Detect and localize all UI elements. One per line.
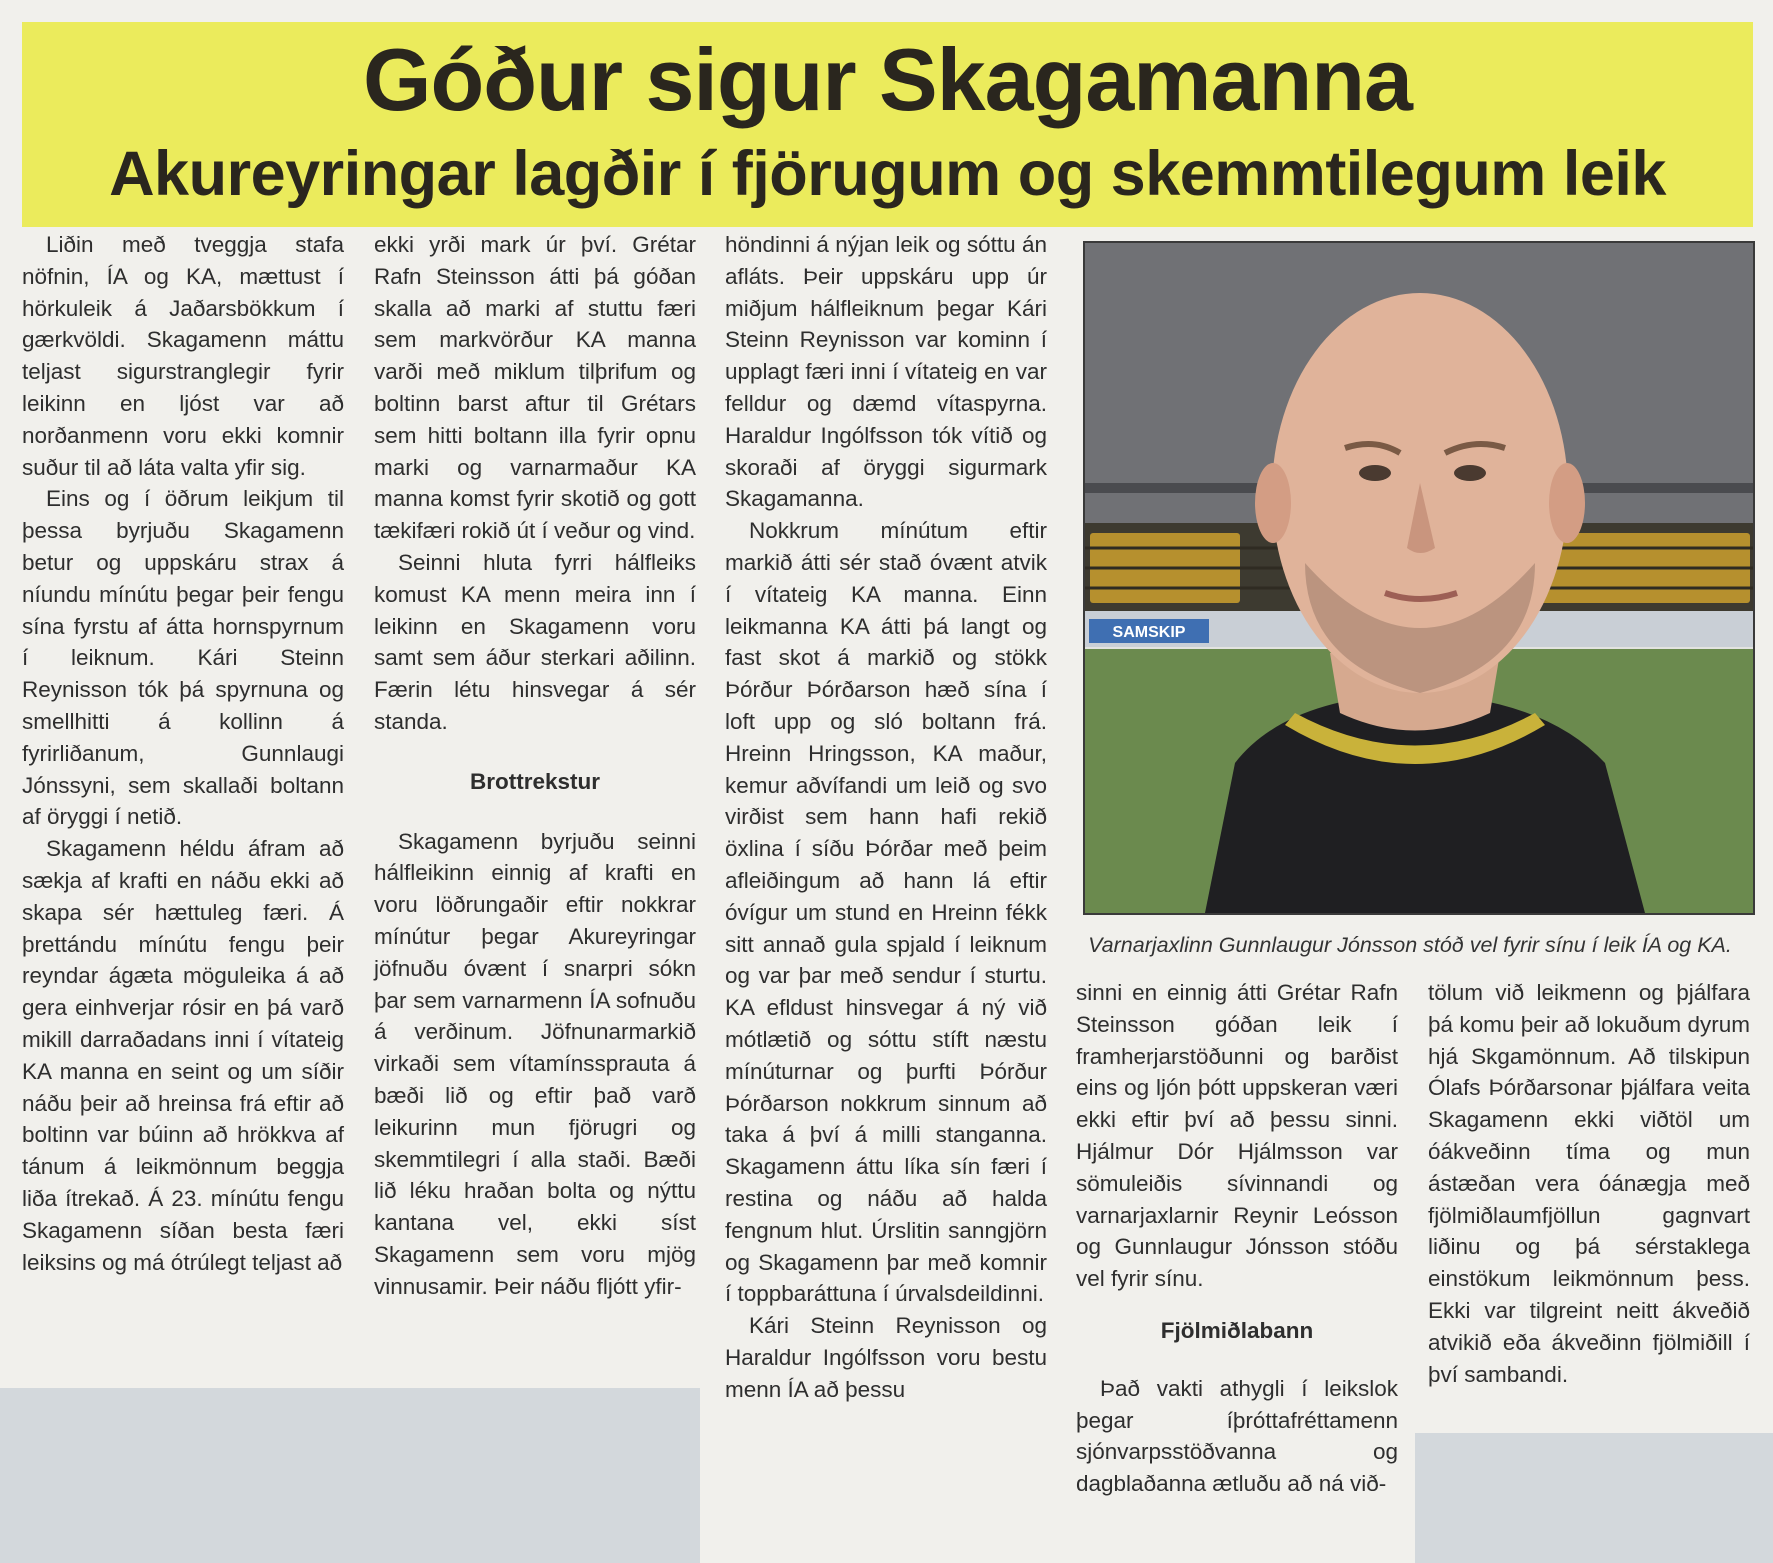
paragraph: Það vakti athygli í leikslok þegar íþróttafréttamenn sjónvarpsstöðvanna og dagblaðanna ætluðu að ná við- [1076, 1375, 1398, 1497]
paragraph: Liðin með tveggja stafa nöfnin, ÍA og KA, mættust í hörkuleik á Jaðarsbökkum í gærkvöldi. Skagamenn máttu teljast sigurstranglegir fyrir leikinn en ljóst var að norðanmenn voru ekki komnir suður til að láta valta yfir sig. [22, 232, 344, 480]
subheadline: Akureyringar lagðir í fjörugum og skemmtilegum leik [109, 139, 1666, 209]
headline-banner [22, 22, 1753, 227]
headline: Góður sigur Skagamanna [363, 30, 1412, 129]
player-photo [1083, 241, 1755, 915]
paragraph: Skagamenn byrjuðu seinni hálfleikinn einnig af krafti en voru löðrungaðir eftir nokkrar mínútur þegar Akureyringar jöfnuðu óvænt í snarpri sókn þar sem varnarmenn ÍA sofnuðu á verðinum. Jöfnunarmarkið virkaði sem vítamínssprauta á bæði lið og eftir það varð leikurinn mun fjörugri og skemmtilegri í alla staði. Bæði lið léku hraðan bolta og nýttu kantana vel, ekki síst Skagamenn sem voru mjög vinnusamir. Þeir náðu fljótt yfir- [374, 828, 696, 1299]
article-column-5 [1428, 977, 1750, 1390]
paragraph: Eins og í öðrum leikjum til þessa byrjuðu Skagamenn betur og uppskáru strax á níundu mínútu þegar þeir fengu sína fyrstu af átta hornspyrnum í leiknum. Kári Steinn Reynisson tók þá spyrnuna og smellhitti á kollinn á fyrirliðanum, Gunnlaugi Jónssyni, sem skallaði boltann af öryggi í netið. [22, 486, 344, 830]
paragraph: Skagamenn héldu áfram að sækja af krafti en náðu ekki að skapa sér hættuleg færi. Á þrettándu mínútu fengu þeir reyndar ágæta möguleika á að gera einhverjar rósir en þá varð mikill darraðadans inni í vítateig KA manna en seint og um síðir náðu þeir að hreinsa frá eftir að boltinn var búinn að hrökkva af tánum á leikmönnum beggja liða ítrekað. Á 23. mínútu fengu Skagamenn síðan besta færi leiksins og má ótrúlegt teljast að [22, 836, 344, 1275]
section-heading-fjolmidlabann: Fjölmiðlabann [1160, 1317, 1314, 1343]
paragraph: ekki yrði mark úr því. Grétar Rafn Steinsson átti þá góðan skalla að marki af stuttu færi sem markvörður KA manna varði með miklum tilþrifum og boltinn barst aftur til Grétars sem hitti boltann illa fyrir opnu marki og varnarmaður KA manna komst fyrir skotið og gott tækifæri rokið út í veður og vind. [374, 232, 696, 544]
portrait-image [1085, 243, 1753, 913]
stadium-banner-text: SAMSKIP [1112, 624, 1186, 641]
photo-caption: Varnarjaxlinn Gunnlaugur Jónsson stóð vel fyrir sínu í leik ÍA og KA. [1088, 933, 1732, 957]
paragraph: Seinni hluta fyrri hálfleiks komust KA menn meira inn í leikinn en Skagamenn voru samt sem áður sterkari aðilinn. Færin létu hinsvegar á sér standa. [374, 549, 696, 734]
section-heading-brottrekstur: Brottrekstur [469, 768, 601, 794]
paragraph: sinni en einnig átti Grétar Rafn Steinsson góðan leik í framherjarstöðunni og barðist eins og ljón þótt uppskeran væri ekki eftir því að þessu sinni. Hjálmur Dór Hjálmsson var sömuleiðis sívinnandi og varnarjaxlarnir Reynir Leósson og Gunnlaugur Jónsson stóðu vel fyrir sínu. [1076, 980, 1398, 1292]
paragraph: tölum við leikmenn og þjálfara þá komu þeir að lokuðum dyrum hjá Skgamönnum. Að tilskipun Ólafs Þórðarsonar þjálfara veita Skagamenn ekki viðtöl um óákveðinn tíma og mun ástæðan vera óánægja með fjölmiðlaumfjöllun gagnvart liðinu og þá sérstaklega einstökum leikmönnum þess. Ekki var tilgreint neitt ákveðið atvikið eða ákveðinn fjölmiðill í því sambandi. [1428, 980, 1750, 1387]
paragraph: Nokkrum mínútum eftir markið átti sér stað óvænt atvik í vítateig KA manna. Einn leikmanna KA átti þá langt og fast skot á markið og stökk Þórður Þórðarson hæð sína í loft upp og sló boltann frá. Hreinn Hringsson, KA maður, kemur aðvífandi um leið og svo virðist sem hann hafi rekið öxlina í síðu Þórðar með þeim afleiðingum að hann lá eftir óvígur um stund en Hreinn fékk sitt annað gula spjald í leiknum og var þar með sendur í sturtu. KA efldust hinsvegar á ný við mótlætið og sóttu stíft næstu mínúturnar og þurfti Þórður Þórðarson nokkrum sinnum að taka á því á milli stanganna. Skagamenn áttu líka sín færi í restina og náðu að halda fengnum hlut. Úrslitin sanngjörn og Skagamenn þar með komnir í toppbaráttuna í úrvalsdeildinni. [725, 518, 1047, 1307]
paragraph: Kári Steinn Reynisson og Haraldur Ingólfsson voru bestu menn ÍA að þessu [725, 1313, 1047, 1402]
article-column-3 [725, 229, 1047, 1405]
article-column-4 [1076, 977, 1398, 1500]
article-column-1 [22, 229, 344, 1278]
paragraph: höndinni á nýjan leik og sóttu án afláts. Þeir uppskáru upp úr miðjum hálfleiknum þegar Kári Steinn Reynisson var kominn í upplagt færi inni í vítateig en var felldur og dæmd vítaspyrna. Haraldur Ingólfsson tók vítið og skoraði af öryggi sigurmark Skagamanna. [725, 232, 1047, 512]
article-column-2 [374, 229, 696, 1303]
